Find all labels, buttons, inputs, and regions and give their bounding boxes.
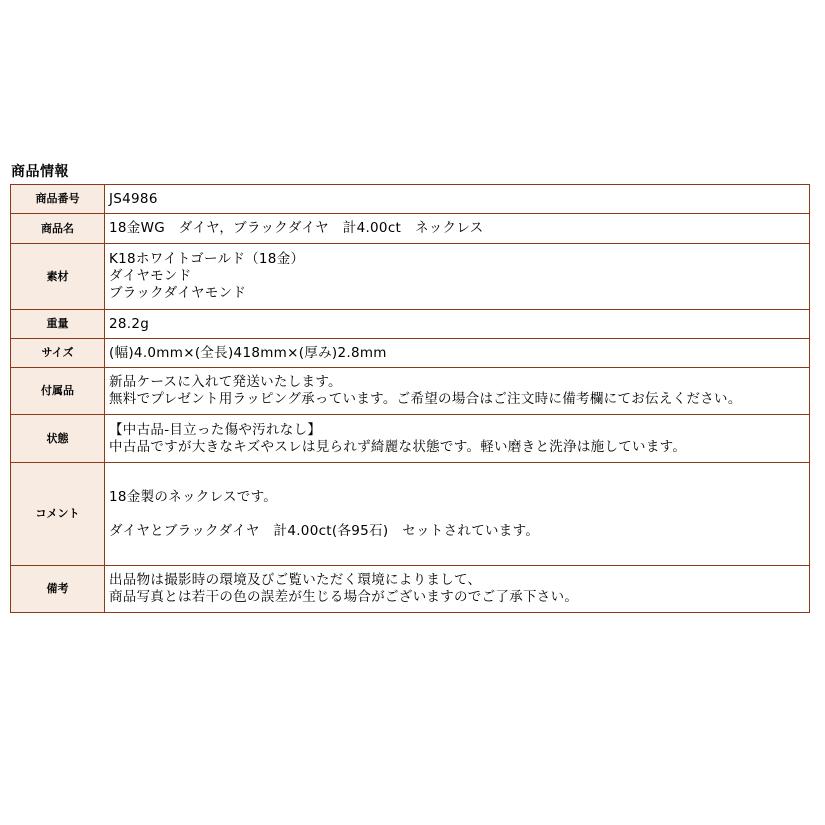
table-row-accessories [11,368,810,415]
material-line-1: K18ホワイトゴールド（18金） [109,251,305,267]
remarks-line-2: 商品写真とは若干の色の誤差が生じる場合がございますのでご了承下さい。 [109,589,579,605]
value-size: (幅)4.0mm×(全長)418mm×(厚み)2.8mm [105,339,810,368]
label-remarks: 備考 [11,566,105,613]
comment-line-1: 18金製のネックレスです。 [109,488,278,505]
table-row-product-name [11,214,810,244]
label-comment: コメント [11,463,105,566]
value-product-name: 18金WG ダイヤ，ブラックダイヤ 計4.00ct ネックレス [105,214,810,244]
table-row-product-number [11,185,810,214]
table-row-condition [11,415,810,463]
table-row-material [11,244,810,310]
condition-line-1: 【中古品-目立った傷や汚れなし】 [109,421,322,438]
section-title: 商品情報 [11,164,69,180]
label-accessories: 付属品 [11,368,105,415]
value-comment [105,463,810,566]
label-size: サイズ [11,339,105,368]
accessories-line-1: 新品ケースに入れて発送いたします。 [109,374,342,390]
value-remarks [105,566,810,613]
value-condition [105,415,810,463]
product-info-table [10,184,810,613]
value-material [105,244,810,310]
comment-spacer [109,506,805,523]
comment-line-2: ダイヤとブラックダイヤ 計4.00ct(各95石) セットされています。 [109,522,540,539]
label-product-number: 商品番号 [11,185,105,214]
table-row-comment [11,463,810,566]
value-accessories [105,368,810,415]
value-weight: 28.2g [105,310,810,339]
label-weight: 重量 [11,310,105,339]
material-line-3: ブラックダイヤモンド [109,285,247,301]
material-line-2: ダイヤモンド [109,268,192,284]
label-condition: 状態 [11,415,105,463]
table-row-weight [11,310,810,339]
label-material: 素材 [11,244,105,310]
label-product-name: 商品名 [11,214,105,244]
value-product-number: JS4986 [105,185,810,214]
remarks-line-1: 出品物は撮影時の環境及びご覧いただく環境によりまして、 [109,572,482,588]
accessories-line-2: 無料でプレゼント用ラッピング承っています。ご希望の場合はご注文時に備考欄にてお伝えください。 [109,391,742,407]
table-row-remarks [11,566,810,613]
table-row-size [11,339,810,368]
condition-line-2: 中古品ですが大きなキズやスレは見られず綺麗な状態です。軽い磨きと洗浄は施しています。 [109,438,687,455]
